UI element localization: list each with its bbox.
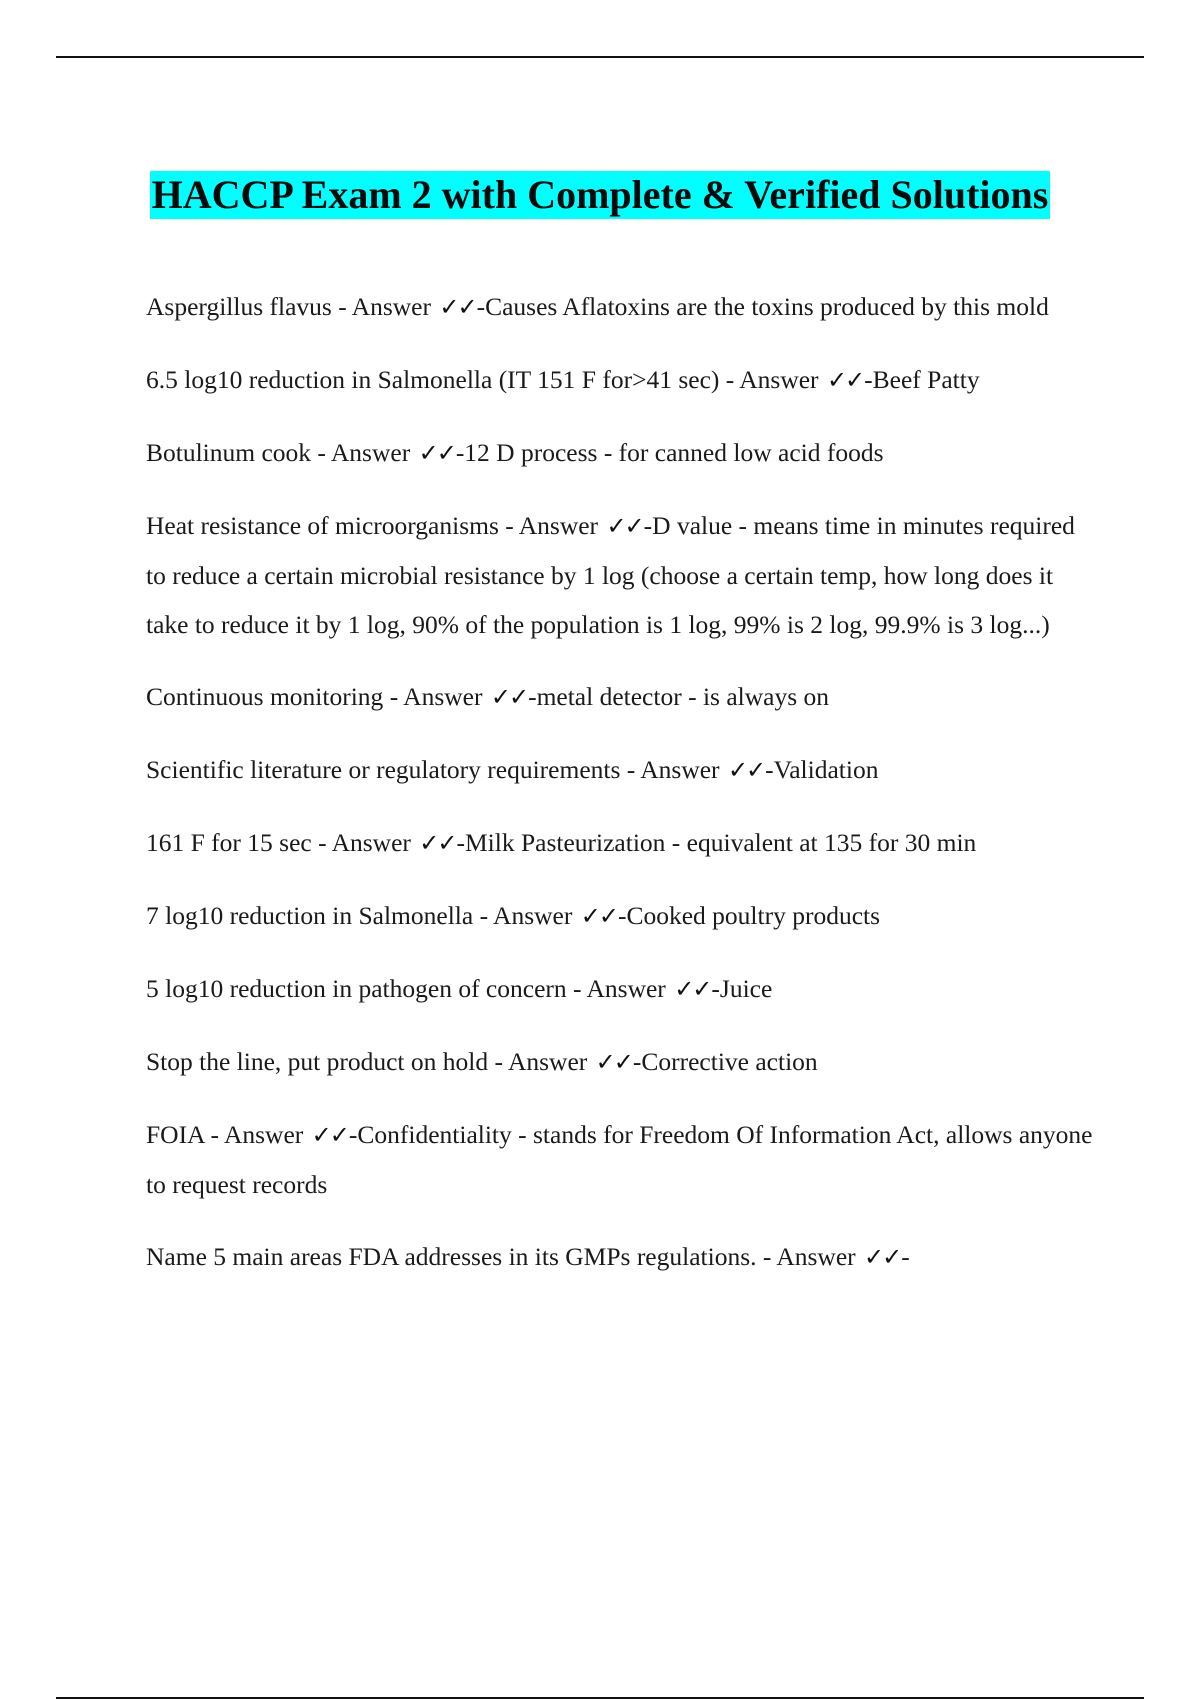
double-check-icon: ✓✓ xyxy=(606,512,643,540)
double-check-icon: ✓✓ xyxy=(311,1121,348,1149)
qa-item xyxy=(146,818,1096,868)
qa-list xyxy=(146,282,1096,1305)
double-check-icon: ✓✓ xyxy=(439,293,476,321)
qa-item xyxy=(146,501,1096,649)
answer-label: Answer xyxy=(351,292,431,321)
answer-label: Answer xyxy=(518,511,599,540)
qa-item xyxy=(146,282,1096,332)
question-text: Name 5 main areas FDA addresses in its GMPs regulations. xyxy=(146,1242,757,1271)
answer-text: -metal detector - is always on xyxy=(528,682,830,711)
document-title: HACCP Exam 2 with Complete & Verified Solutions xyxy=(151,171,1049,217)
separator: - xyxy=(498,511,519,540)
answer-text: -Beef Patty xyxy=(864,365,980,394)
separator: - xyxy=(311,438,331,467)
separator: - xyxy=(756,1242,777,1271)
separator: - xyxy=(566,974,587,1003)
answer-label: Answer xyxy=(776,1242,856,1271)
double-check-icon: ✓✓ xyxy=(490,683,528,711)
answer-text: -Milk Pasteurization - equivalent at 135 for 30 min xyxy=(456,828,977,857)
question-text: Aspergillus flavus xyxy=(146,292,332,321)
qa-item xyxy=(146,1232,1096,1282)
answer-text: -Causes Aflatoxins are the toxins produced by this mold xyxy=(476,292,1049,321)
double-check-icon: ✓✓ xyxy=(418,439,455,467)
double-check-icon: ✓✓ xyxy=(826,366,864,394)
answer-label: Answer xyxy=(403,682,483,711)
bottom-rule xyxy=(56,1697,1144,1699)
answer-label: Answer xyxy=(507,1047,588,1076)
answer-label: Answer xyxy=(493,901,573,930)
answer-text: -Juice xyxy=(711,974,773,1003)
answer-label: Answer xyxy=(330,438,411,467)
double-check-icon: ✓✓ xyxy=(419,829,456,857)
separator: - xyxy=(311,828,332,857)
separator: - xyxy=(383,682,404,711)
answer-label: Answer xyxy=(640,755,720,784)
question-text: 7 log10 reduction in Salmonella xyxy=(146,901,474,930)
answer-text: - xyxy=(901,1242,910,1271)
answer-text: -Corrective action xyxy=(632,1047,818,1076)
question-text: FOIA xyxy=(146,1120,205,1149)
answer-label: Answer xyxy=(223,1120,304,1149)
question-text: Stop the line, put product on hold xyxy=(146,1047,489,1076)
qa-item xyxy=(146,891,1096,941)
question-text: Heat resistance of microorganisms xyxy=(146,511,499,540)
double-check-icon: ✓✓ xyxy=(674,975,711,1003)
question-text: Botulinum cook xyxy=(146,438,312,467)
answer-text: -Cooked poultry products xyxy=(617,901,881,930)
qa-item xyxy=(146,428,1096,478)
question-text: 6.5 log10 reduction in Salmonella (IT 151 F for>41 sec) xyxy=(146,365,720,394)
separator: - xyxy=(488,1047,508,1076)
question-text: Scientific literature or regulatory requirements xyxy=(146,755,621,784)
double-check-icon: ✓✓ xyxy=(595,1048,632,1076)
answer-text: -D value - means time in minutes required to reduce a certain microbial resistance by 1 log (choose a certain temp, how long does it take to reduce it by 1 log, 90% of the population is 1 log, 99% is 2 log, 99.9% is 3 log...) xyxy=(146,511,1075,639)
separator: - xyxy=(620,755,641,784)
double-check-icon: ✓✓ xyxy=(580,902,617,930)
answer-label: Answer xyxy=(331,828,411,857)
top-rule xyxy=(56,56,1144,58)
answer-label: Answer xyxy=(739,365,819,394)
question-text: Continuous monitoring xyxy=(146,682,384,711)
qa-item xyxy=(146,1037,1096,1087)
answer-text: -Validation xyxy=(765,755,879,784)
qa-item xyxy=(146,964,1096,1014)
title-wrapper xyxy=(0,144,1200,246)
separator: - xyxy=(331,292,352,321)
qa-item xyxy=(146,672,1096,722)
double-check-icon: ✓✓ xyxy=(864,1243,901,1271)
qa-item xyxy=(146,1110,1096,1209)
separator: - xyxy=(473,901,494,930)
answer-text: -Confidentiality - stands for Freedom Of Information Act, allows anyone to request records xyxy=(146,1120,1093,1199)
qa-item xyxy=(146,355,1096,405)
double-check-icon: ✓✓ xyxy=(727,756,765,784)
separator: - xyxy=(204,1120,224,1149)
question-text: 5 log10 reduction in pathogen of concern xyxy=(146,974,567,1003)
answer-label: Answer xyxy=(586,974,666,1003)
separator: - xyxy=(719,365,740,394)
question-text: 161 F for 15 sec xyxy=(146,828,312,857)
answer-text: -12 D process - for canned low acid foods xyxy=(455,438,884,467)
qa-item xyxy=(146,745,1096,795)
